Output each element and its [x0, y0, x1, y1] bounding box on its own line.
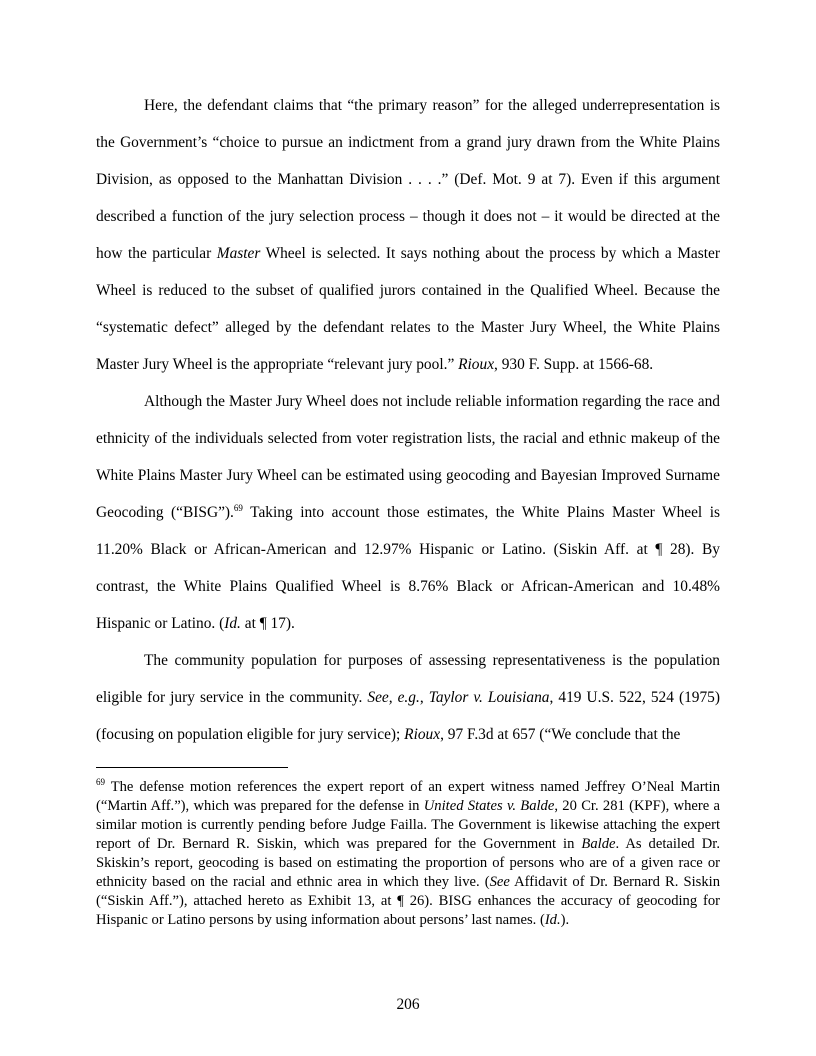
text-run: ). [560, 912, 570, 928]
text-run: The community population for purposes of assessing representativeness is the population eligible for jury service in the community. [96, 652, 720, 706]
italic-text: United States v. Balde [423, 798, 555, 814]
document-page [96, 87, 720, 753]
text-run: . As detailed Dr. Skiskin’s report, geocoding is based on estimating the proportion of persons who are of a given race or ethnicity based on the racial and ethnic area in which they live. ( [96, 836, 720, 890]
italic-text: Master [216, 245, 261, 262]
text-run: Taking into account those estimates, the White Plains Master Wheel is 11.20% Black or African-American and 12.97% Hispanic or Latino. (Siskin Aff. at ¶ 28). By contrast, the White Plains Qualified Wheel is 8.76% Black or African-American and 10.48% Hispanic or Latino. ( [96, 504, 720, 632]
paragraph-master-wheel-estimates [96, 383, 720, 642]
text-run: , 20 Cr. 281 (KPF), where a similar motion is currently pending before Judge Failla. The Government is likewise attaching the expert report of Dr. Bernard R. Siskin, which was prepared for the Government in [96, 798, 720, 852]
italic-text: See [489, 874, 510, 890]
paragraph-primary-reason [96, 87, 720, 383]
text-run: Affidavit of Dr. Bernard R. Siskin (“Siskin Aff.”), attached hereto as Exhibit 13, at ¶ 26). BISG enhances the accuracy of geocoding for Hispanic or Latino persons by using information about persons’ last names. ( [96, 874, 720, 928]
body-text [96, 87, 720, 753]
footnote-69 [96, 778, 720, 930]
text-run: Here, the defendant claims that “the primary reason” for the alleged underrepresentation is the Government’s “choice to pursue an indictment from a grand jury drawn from the White Plains Division, as opposed to the Manhattan Division . . . .” (Def. Mot. 9 at 7). Even if this argument described a function of the jury selection process – though it does not – it would be directed at the how the particular [96, 97, 720, 262]
text-run: , 930 F. Supp. at 1566-68. [494, 356, 654, 373]
italic-text: Id. [544, 912, 561, 928]
page-number: 206 [396, 996, 420, 1013]
paragraph-community-population [96, 642, 720, 753]
text-run: , 419 U.S. 522, 524 (1975) (focusing on population eligible for jury service); [96, 689, 720, 743]
footnote-reference: 69 [233, 502, 243, 513]
text-run: , 97 F.3d at 657 (“We conclude that the [440, 726, 681, 743]
text-run: Wheel is selected. It says nothing about the process by which a Master Wheel is reduced to the subset of qualified jurors contained in the Qualified Wheel. Because the “systematic defect” alleged by the defendant relates to the Master Jury Wheel, the White Plains Master Jury Wheel is the appropriate “relevant jury pool.” [96, 245, 720, 373]
italic-text: Taylor v. Louisiana [428, 689, 550, 706]
text-run: The defense motion references the expert report of an expert witness named Jeffrey O’Neal Martin (“Martin Aff.”), which was prepared for the defense in [96, 779, 720, 814]
text-run: Although the Master Jury Wheel does not include reliable information regarding the race and ethnicity of the individuals selected from voter registration lists, the racial and ethnic makeup of the White Plains Master Jury Wheel can be estimated using geocoding and Bayesian Improved Surname Geocoding (“BISG”). [96, 393, 720, 521]
footnote-number: 69 [96, 777, 105, 788]
text-run: , [419, 689, 429, 706]
italic-text: Id. [224, 615, 241, 632]
italic-text: Rioux [404, 726, 441, 743]
text-run: at ¶ 17). [240, 615, 295, 632]
italic-text: See, e.g. [367, 689, 420, 706]
italic-text: Rioux [458, 356, 495, 373]
italic-text: Balde [581, 836, 616, 852]
footnote-separator [96, 767, 288, 768]
